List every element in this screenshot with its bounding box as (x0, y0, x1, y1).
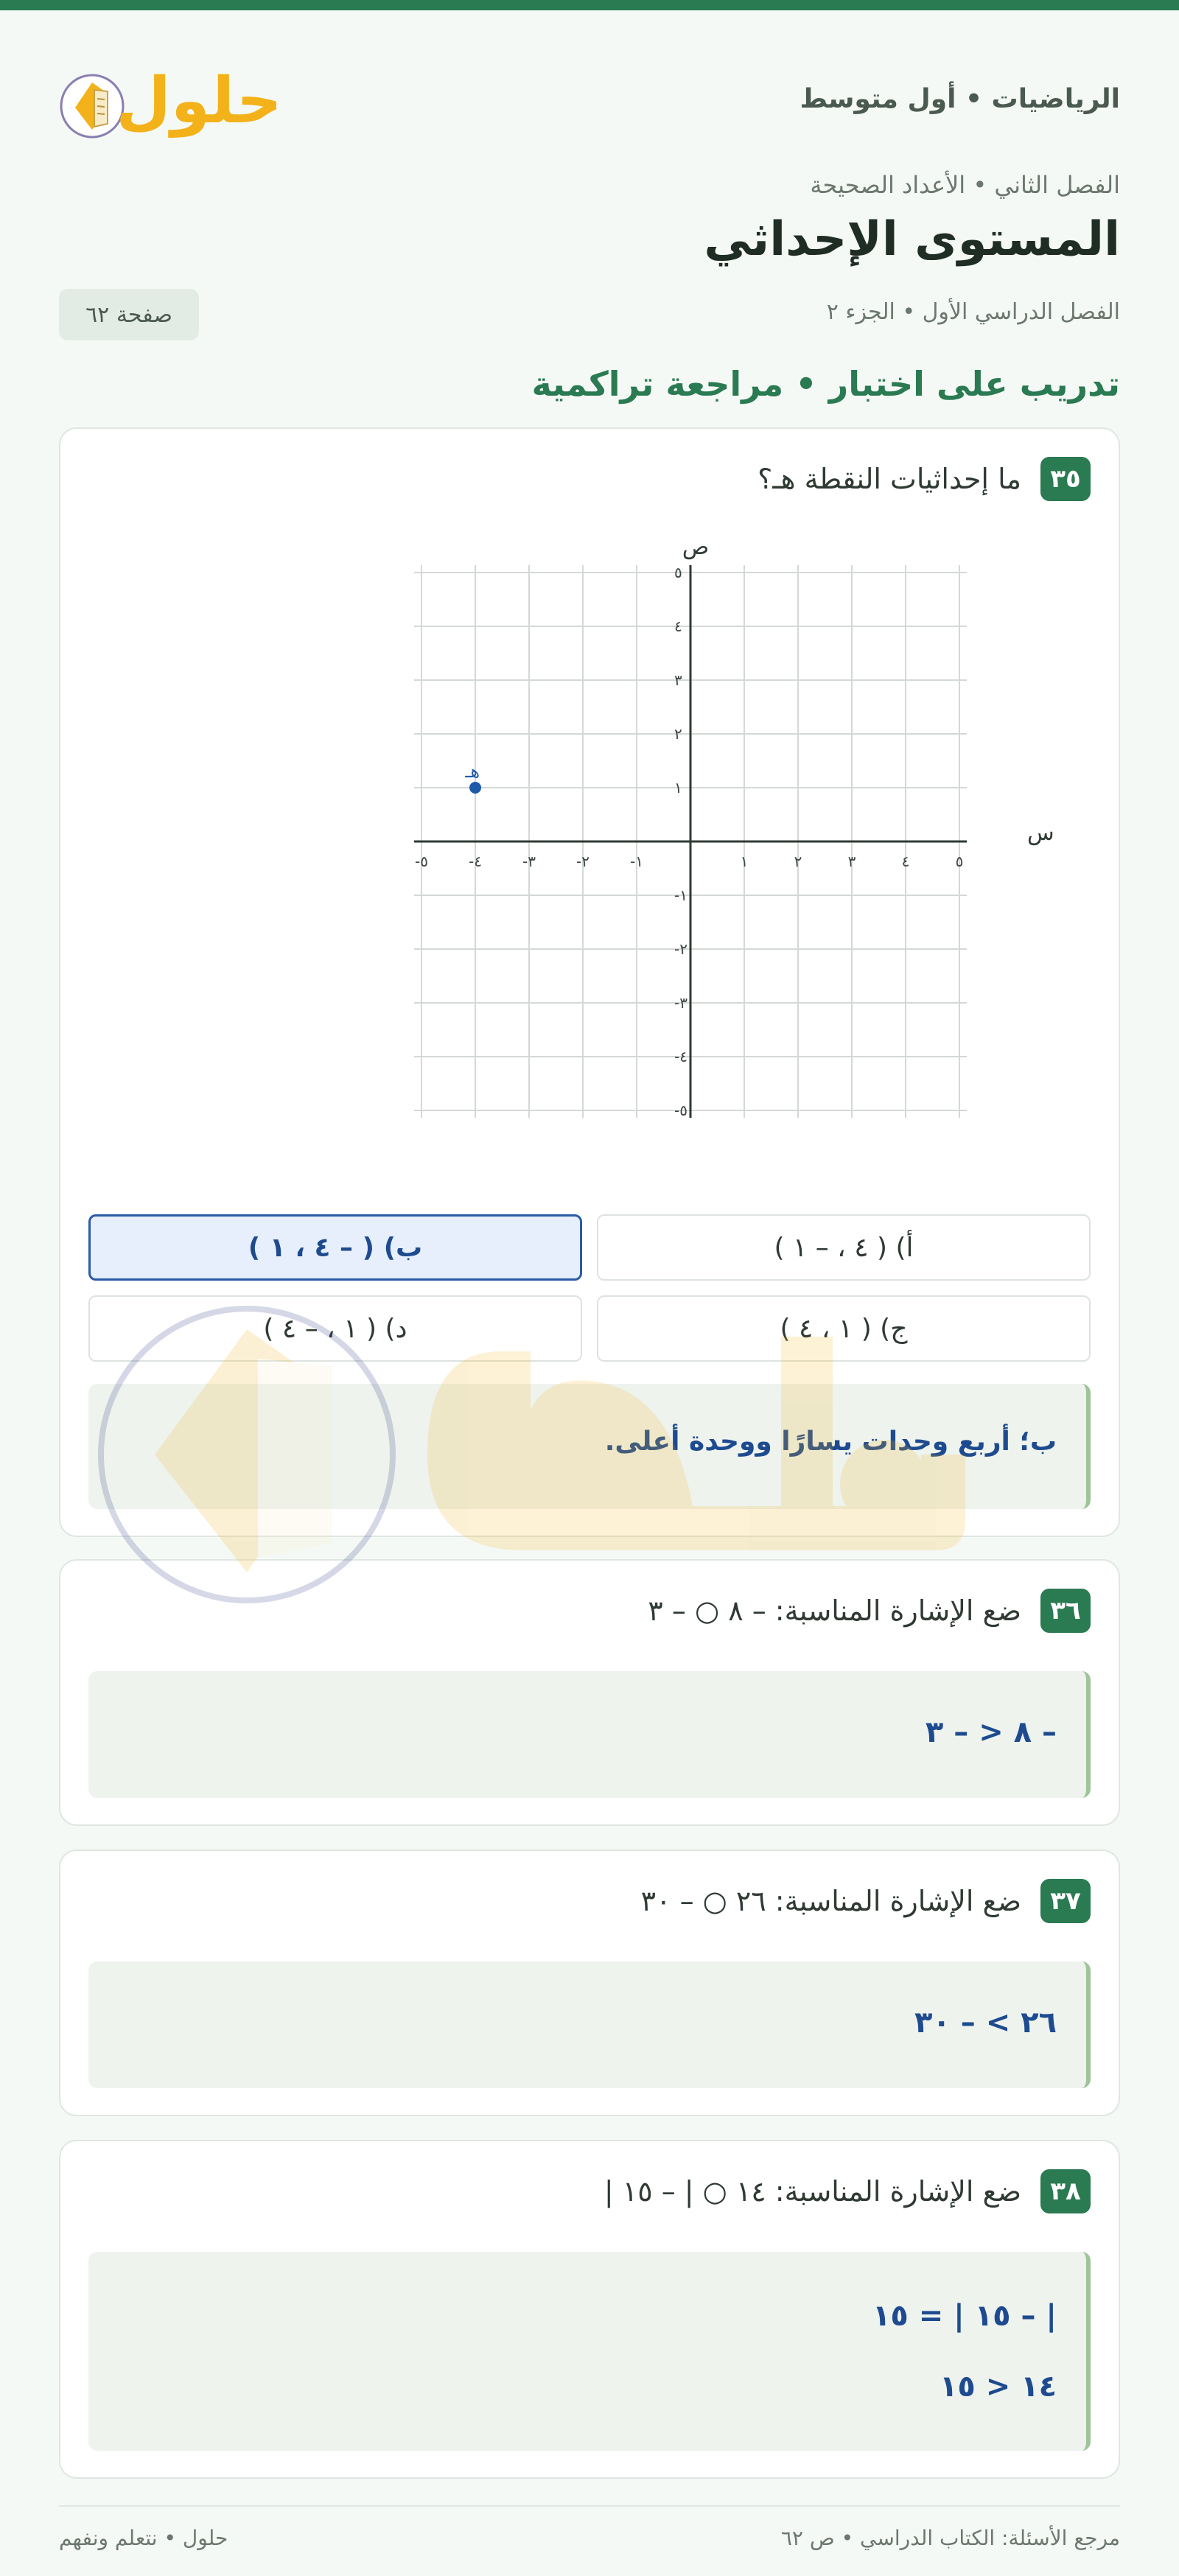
x-tick-label: ٤- (469, 853, 482, 870)
question-header (758, 457, 1091, 501)
question-card-36 (59, 1559, 1120, 1826)
option-a[interactable]: أ) ( ٤ ، – ١ ) (597, 1214, 1091, 1281)
question-text: ضع الإشارة المناسبة: ٢٦ ○ – ٣٠ (640, 1885, 1021, 1917)
top-header (59, 62, 1120, 143)
plotted-points (464, 761, 481, 794)
x-tick-label: ١- (630, 853, 643, 870)
point-label: هـ (465, 761, 480, 782)
answer-box (88, 1384, 1091, 1509)
page-title: المستوى الإحداثي (704, 212, 1120, 267)
question-number: ٣٧ (1040, 1879, 1091, 1923)
answer-box (88, 2252, 1091, 2451)
question-header (641, 1879, 1091, 1923)
x-tick-label: ٥- (415, 853, 428, 870)
x-tick-label: ٢ (794, 853, 802, 870)
y-tick-label: ٣- (674, 994, 688, 1012)
coordinate-plane (414, 532, 1054, 1121)
page (0, 10, 1179, 2576)
logo-text: حلول (116, 64, 282, 138)
option-c[interactable]: ج) ( ١ ، ٤ ) (597, 1295, 1091, 1362)
y-tick-label: ٥ (674, 564, 682, 581)
term-label: الفصل الدراسي الأول • الجزء ٢ (826, 299, 1120, 325)
question-header (604, 2169, 1091, 2213)
answer-line-2: ١٤ < ١٥ (939, 2370, 1057, 2404)
x-tick-label: ٣ (847, 853, 856, 870)
x-tick-label: ٢- (576, 853, 590, 870)
question-text: ما إحداثيات النقطة هـ؟ (758, 463, 1021, 495)
y-tick-label: ٢ (674, 725, 682, 743)
question-text: ضع الإشارة المناسبة: ١٤ ○ | – ١٥ | (604, 2175, 1021, 2208)
option-b[interactable]: ب) ( – ٤ ، ١ ) (88, 1214, 582, 1281)
answer-box (88, 1961, 1091, 2088)
y-tick-label: ٤- (674, 1048, 688, 1065)
chapter-label: الفصل الثاني • الأعداد الصحيحة (810, 171, 1120, 199)
x-tick-label: ٥ (955, 853, 964, 870)
question-card-37 (59, 1849, 1120, 2116)
question-number: ٣٥ (1040, 457, 1091, 501)
x-axis-label: س (1027, 820, 1054, 846)
answer-box (88, 1671, 1091, 1798)
x-tick-label: ٣- (522, 853, 536, 870)
section-title: تدريب على اختبار • مراجعة تراكمية (531, 364, 1120, 404)
x-tick-label: ٤ (901, 853, 910, 870)
y-tick-label: ٤ (674, 617, 682, 635)
question-header (648, 1589, 1091, 1633)
question-number: ٣٦ (1040, 1589, 1091, 1633)
footer-reference: مرجع الأسئلة: الكتاب الدراسي • ص ٦٢ (780, 2526, 1120, 2550)
answer-line-1: | – ١٥ | = ١٥ (872, 2299, 1057, 2333)
y-axis-label: ص (682, 534, 710, 560)
option-d[interactable]: د) ( ١ ، – ٤ ) (88, 1295, 582, 1362)
y-tick-label: ١- (674, 886, 688, 904)
answer-text: – ٨ < – ٣ (925, 1715, 1057, 1749)
axes (414, 565, 967, 1118)
y-tick-label: ٥- (674, 1102, 688, 1119)
subject-label: الرياضيات • أول متوسط (800, 84, 1120, 114)
answer-text: ٢٦ > – ٣٠ (914, 2006, 1057, 2040)
y-tick-label: ١ (674, 779, 682, 797)
question-card-35 (59, 427, 1120, 1537)
question-card-38 (59, 2140, 1120, 2479)
point-marker (469, 782, 481, 794)
footer-brand: حلول • نتعلم ونفهم (59, 2526, 228, 2550)
x-tick-label: ١ (740, 853, 749, 870)
page-badge: صفحة ٦٢ (59, 289, 199, 340)
question-number: ٣٨ (1040, 2169, 1091, 2213)
y-tick-label: ٣ (674, 671, 682, 689)
answer-text: ب؛ أربع وحدات يسارًا ووحدة أعلى. (604, 1427, 1057, 1457)
footer-divider (59, 2505, 1120, 2507)
question-text: ضع الإشارة المناسبة: – ٨ ○ – ٣ (648, 1595, 1021, 1627)
y-tick-label: ٢- (674, 940, 688, 958)
hulul-logo[interactable] (59, 62, 282, 143)
